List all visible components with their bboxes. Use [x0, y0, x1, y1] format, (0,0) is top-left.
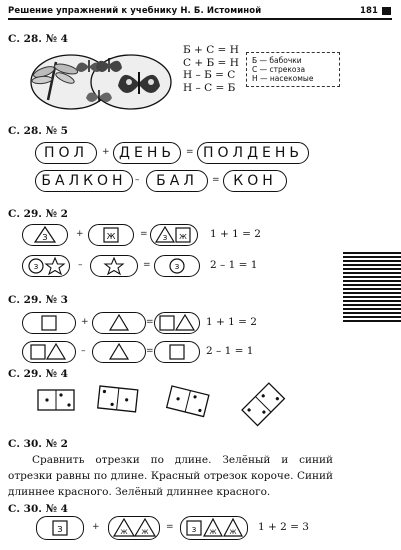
- word-card: БАЛ: [146, 170, 208, 192]
- equation: 2 – 1 = 1: [210, 259, 258, 271]
- shape-card: [108, 516, 160, 540]
- circle-icon: [155, 256, 199, 276]
- shape-card: [154, 255, 200, 277]
- plus-sign: +: [102, 147, 110, 157]
- legend-item: Н — насекомые: [252, 74, 314, 83]
- word-card: БАЛКОН: [35, 170, 133, 192]
- section-title: С. 28. № 5: [8, 125, 68, 137]
- section-title: С. 28. № 4: [8, 33, 68, 45]
- equation: Н – С = Б: [183, 81, 236, 94]
- triangle-letter: Ж: [141, 528, 149, 536]
- header-rule: [8, 18, 392, 20]
- section-title: С. 29. № 2: [8, 208, 68, 220]
- equals-sign: =: [166, 522, 174, 532]
- edge-stripes: [343, 252, 401, 324]
- equation: Н – Б = С: [183, 69, 236, 81]
- triangle-letter: З: [162, 234, 168, 242]
- equals-sign: =: [146, 346, 154, 356]
- shape-card: [88, 224, 134, 246]
- domino-tile: [242, 383, 284, 425]
- square-letter: Ж: [106, 232, 116, 241]
- shape-card: [180, 516, 248, 540]
- equals-sign: =: [146, 317, 154, 327]
- domino-tile: [38, 390, 74, 410]
- minus-sign: –: [135, 175, 140, 185]
- plus-sign: +: [81, 317, 89, 327]
- minus-sign: –: [78, 260, 83, 270]
- square-two-triangles-icon: [181, 517, 247, 539]
- square-letter: Ж: [179, 233, 187, 241]
- plus-sign: +: [76, 229, 84, 239]
- domino-tile: [167, 386, 209, 417]
- domino-row: [30, 380, 290, 428]
- running-header-title: Решение упражнений к учебнику Н. Б. Истоминой: [8, 6, 262, 16]
- equation: Б + С = Н: [183, 44, 239, 56]
- shape-card: [90, 255, 138, 277]
- equation: 2 – 1 = 1: [206, 345, 254, 357]
- legend-item: С — стрекоза: [252, 65, 306, 74]
- page-number: 181: [360, 6, 379, 16]
- shape-card: [22, 255, 70, 277]
- square-triangle-icon: [155, 313, 199, 333]
- word-card: ПОЛДЕНЬ: [197, 142, 309, 164]
- section-title: С. 29. № 4: [8, 368, 68, 380]
- shape-card: [92, 312, 146, 334]
- equation: 1 + 2 = 3: [258, 521, 309, 533]
- equals-sign: =: [212, 175, 220, 185]
- solution-paragraph: Сравнить отрезки по длине. Зелёный и синий отрезки равны по длине. Красный отрезок короче. Синий длиннее красного. Зелёный длиннее красного.: [8, 454, 333, 498]
- shape-card: [36, 516, 84, 540]
- triangle-letter: Ж: [229, 528, 237, 536]
- minus-sign: –: [81, 346, 86, 356]
- insects-venn-illustration: [26, 52, 174, 114]
- square-icon: [89, 225, 133, 245]
- equations-list: [183, 44, 239, 94]
- square-icon: [37, 517, 83, 539]
- circle-letter: З: [174, 263, 180, 271]
- shape-card: [154, 341, 200, 363]
- square-icon: [23, 313, 75, 333]
- triangle-letter: Ж: [209, 528, 217, 536]
- shape-card: [22, 312, 76, 334]
- triangle-icon: [93, 313, 145, 333]
- equals-sign: =: [140, 229, 148, 239]
- word-card: КОН: [223, 170, 287, 192]
- equation: 1 + 1 = 2: [210, 228, 261, 240]
- triangle-letter: З: [42, 233, 48, 242]
- shape-card: [22, 341, 76, 363]
- equation: 1 + 1 = 2: [206, 316, 257, 328]
- triangle-icon: [23, 225, 67, 245]
- triangle-icon: [93, 342, 145, 362]
- section-title: С. 30. № 4: [8, 503, 68, 515]
- domino-tile: [98, 386, 138, 412]
- shape-card: [92, 341, 146, 363]
- shape-card: [154, 312, 200, 334]
- header-square-marker: [382, 7, 391, 15]
- shape-card: [22, 224, 68, 246]
- two-triangles-icon: [109, 517, 159, 539]
- legend-box: [246, 52, 340, 87]
- square-triangle-icon: [23, 342, 75, 362]
- equals-sign: =: [186, 147, 194, 157]
- circle-star-icon: [23, 256, 69, 276]
- square-letter: З: [57, 525, 63, 534]
- square-icon: [155, 342, 199, 362]
- circle-letter: З: [33, 263, 39, 271]
- section-title: С. 29. № 3: [8, 294, 68, 306]
- word-card: ДЕНЬ: [113, 142, 181, 164]
- plus-sign: +: [92, 522, 100, 532]
- shape-card: [150, 224, 198, 246]
- legend-item: Б — бабочки: [252, 56, 302, 65]
- word-card: ПОЛ: [35, 142, 97, 164]
- triangle-letter: Ж: [120, 528, 128, 536]
- equals-sign: =: [143, 260, 151, 270]
- butterfly-icon: [118, 72, 160, 94]
- triangle-square-icon: [151, 225, 197, 245]
- section-title: С. 30. № 2: [8, 438, 68, 450]
- star-icon: [91, 256, 137, 276]
- equation: С + Б = Н: [183, 56, 239, 69]
- square-letter: З: [191, 526, 197, 534]
